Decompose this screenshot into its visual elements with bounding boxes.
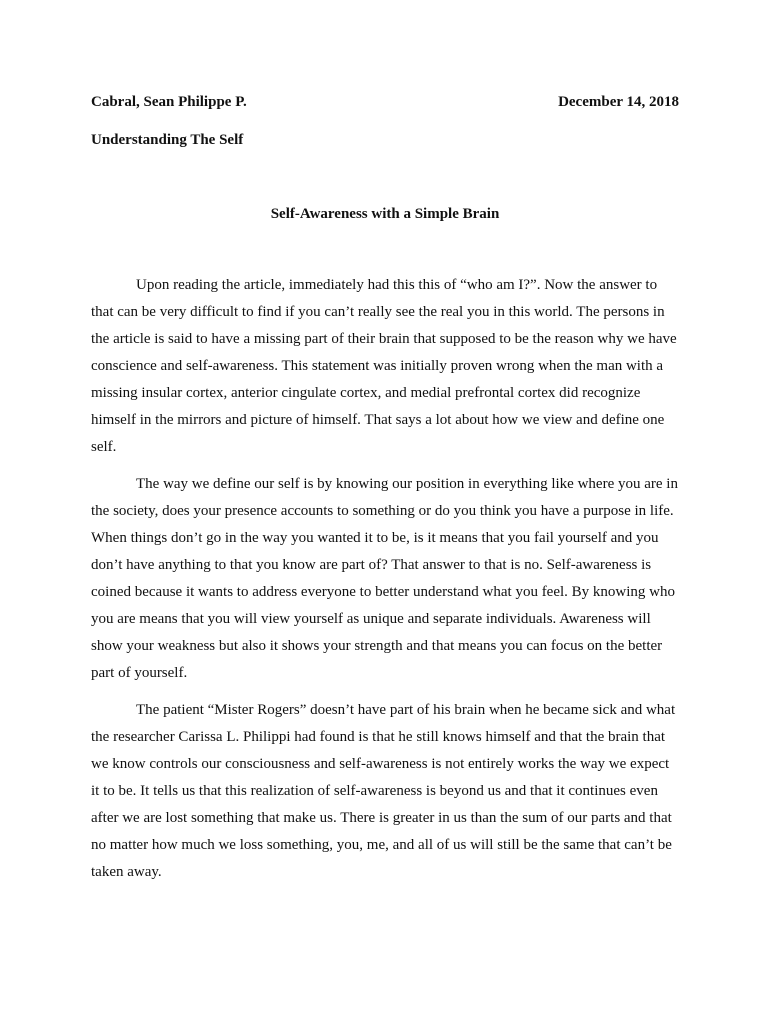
essay-paragraph-3: The patient “Mister Rogers” doesn’t have part of his brain when he became sick and what the researcher Carissa L. Philippi had found is that he still knows himself and that the brain that we know controls our consciousness and self-awareness is not entirely works the way we expect it to be. It tells us that this realization of self-awareness is beyond us and that it continues even after we are lost something that make us. There is greater in us than the sum of our parts and that no matter how much we loss something, you, me, and all of us will still be the same that can’t be taken away. <box>91 702 676 880</box>
author-name: Cabral, Sean Philippe P. <box>91 94 247 110</box>
essay-paragraph-2: The way we define our self is by knowing our position in everything like where you are in the society, does your presence accounts to something or do you think you have a purpose in life. When things don’t go in the way you wanted it to be, is it means that you fail yourself and you don’t have anything to that you know are part of? That answer to that is no. Self-awareness is coined because it wants to address everyone to better understand what you feel. By knowing who you are means that you will view yourself as unique and separate individuals. Awareness will show your weakness but also it shows your strength and that means you can focus on the better part of yourself. <box>91 476 678 681</box>
essay-body <box>91 272 679 886</box>
document-date: December 14, 2018 <box>558 94 679 110</box>
course-title: Understanding The Self <box>91 132 244 148</box>
essay-title: Self-Awareness with a Simple Brain <box>270 206 500 222</box>
essay-paragraph-1: Upon reading the article, immediately had this this of “who am I?”. Now the answer to that can be very difficult to find if you can’t really see the real you in this world. The persons in the article is said to have a missing part of their brain that supposed to be the reason why we have conscience and self-awareness. This statement was initially proven wrong when the man with a missing insular cortex, anterior cingulate cortex, and medial prefrontal cortex did recognize himself in the mirrors and picture of himself. That says a lot about how we view and define one self. <box>91 277 677 455</box>
document-header <box>91 93 679 111</box>
